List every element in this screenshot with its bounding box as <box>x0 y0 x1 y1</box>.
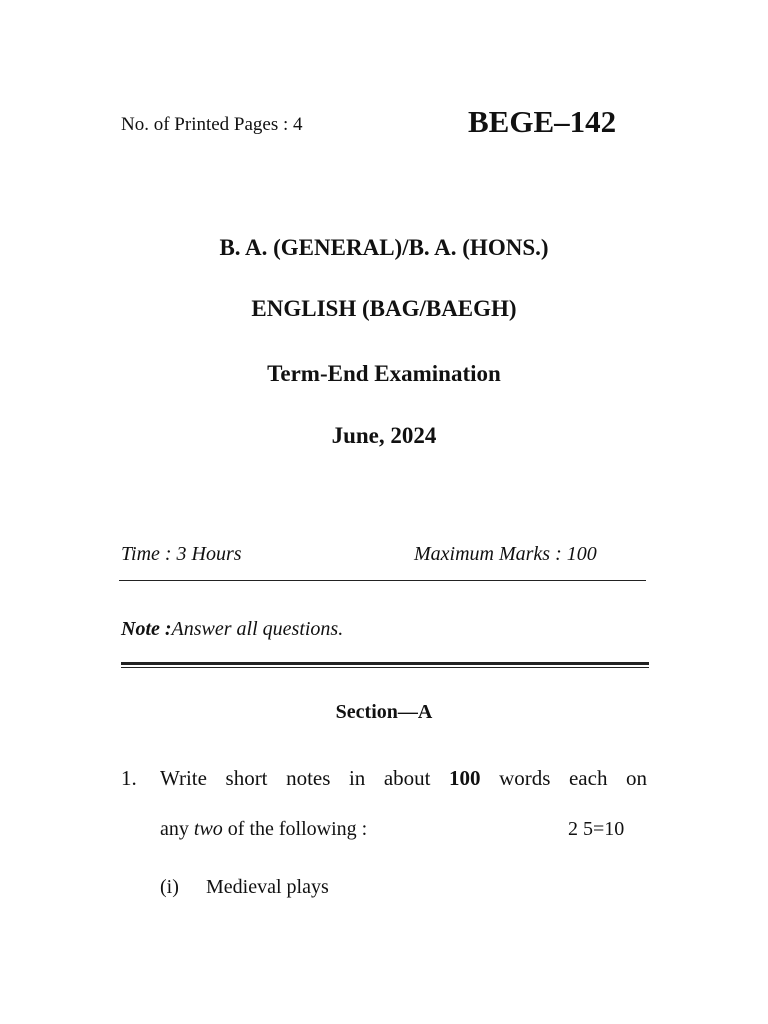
exam-duration: Time : 3 Hours <box>121 543 242 565</box>
q1-line2-italic: two <box>193 818 223 840</box>
course-code: BEGE–142 <box>468 104 617 139</box>
section-heading: Section—A <box>335 701 433 723</box>
note-text: Answer all questions. <box>171 618 344 640</box>
instructions-note <box>121 618 343 641</box>
question-text-line2 <box>160 818 367 841</box>
q1-text-end: words each on <box>480 766 647 790</box>
question-marks: 2 5=10 <box>568 818 625 840</box>
sub-question-text: Medieval plays <box>206 876 329 898</box>
exam-title: Term-End Examination <box>267 361 501 386</box>
exam-session: June, 2024 <box>331 423 437 448</box>
divider-line <box>119 580 646 581</box>
q1-line2-end: of the following : <box>222 818 368 840</box>
q1-line2-start: any <box>160 818 194 840</box>
question-text-line1 <box>160 766 647 791</box>
question-number: 1. <box>121 766 137 790</box>
q1-text-start: Write short notes in about <box>160 766 450 790</box>
q1-word-count: 100 <box>449 766 481 790</box>
double-divider-top <box>121 662 649 665</box>
sub-question-number: (i) <box>160 876 179 898</box>
subject-title: ENGLISH (BAG/BAEGH) <box>251 296 517 321</box>
double-divider-bottom <box>121 667 649 668</box>
maximum-marks: Maximum Marks : 100 <box>414 543 597 565</box>
programme-title: B. A. (GENERAL)/B. A. (HONS.) <box>219 235 549 260</box>
printed-pages-count: No. of Printed Pages : 4 <box>121 114 303 135</box>
note-label: Note : <box>121 618 172 640</box>
